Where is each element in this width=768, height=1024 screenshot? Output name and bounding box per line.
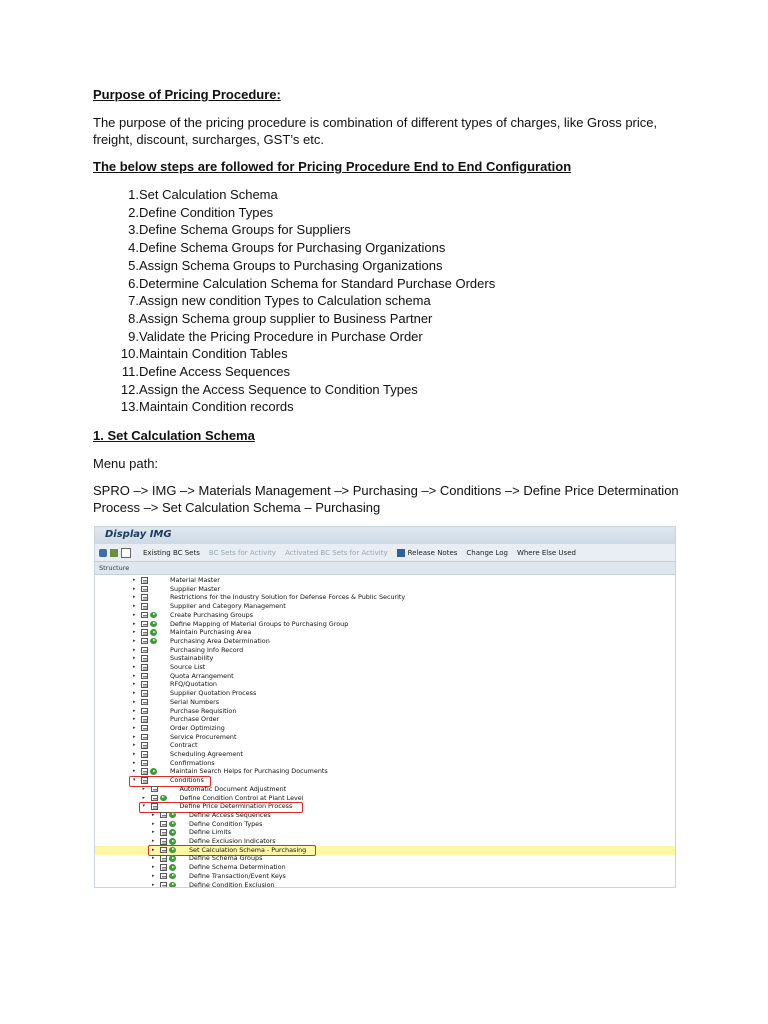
step-number: 1. (128, 187, 139, 202)
step-text: Define Schema Groups for Suppliers (139, 222, 351, 238)
documentation-icon[interactable] (141, 716, 148, 723)
expand-right-icon[interactable]: ▸ (133, 620, 136, 627)
tree-node-label[interactable]: Define Condition Exclusion (189, 880, 275, 888)
documentation-icon[interactable] (141, 734, 148, 741)
step-number: 2. (128, 204, 139, 220)
documentation-icon[interactable] (141, 603, 148, 610)
structure-header: Structure (95, 562, 675, 575)
document-icon[interactable] (121, 548, 131, 558)
purpose-paragraph: The purpose of the pricing procedure is combination of different types of charges, like Gross price, freight, discount, surcharges, GST’s etc. (93, 115, 658, 147)
tree-node-label[interactable]: Define Limits (189, 828, 232, 837)
tree-node[interactable] (95, 750, 675, 759)
execute-icon[interactable] (169, 864, 176, 871)
execute-icon[interactable] (150, 638, 157, 645)
tree-node[interactable] (95, 767, 675, 776)
tree-node-label[interactable]: Serial Numbers (170, 697, 220, 706)
tree-node-label[interactable]: Supplier Master (170, 584, 221, 593)
tree-node[interactable] (95, 785, 675, 794)
tree-node-label[interactable]: Purchasing Area Determination (170, 636, 270, 645)
expand-right-icon[interactable]: ▸ (133, 681, 136, 688)
expand-right-icon[interactable]: ▸ (152, 829, 155, 836)
tree-node[interactable] (95, 707, 675, 716)
documentation-icon[interactable] (160, 821, 167, 828)
step-number: 3. (128, 222, 139, 238)
step-item (93, 257, 683, 275)
step-number: 13. (120, 399, 139, 415)
tree-node[interactable] (95, 620, 675, 629)
expand-right-icon[interactable]: ▸ (152, 846, 155, 853)
tree-node-label[interactable]: Define Schema Determination (189, 863, 286, 872)
heading-purpose: Purpose of Pricing Procedure: (93, 87, 281, 102)
sap-toolbar (95, 544, 675, 562)
expand-right-icon[interactable]: ▸ (133, 637, 136, 644)
execute-icon[interactable] (150, 629, 157, 636)
expand-right-icon[interactable]: ▸ (133, 629, 136, 636)
documentation-icon[interactable] (151, 795, 158, 802)
step-text: Set Calculation Schema (139, 187, 278, 202)
tree-node-label[interactable]: Purchasing Info Record (170, 645, 244, 654)
expand-down-icon[interactable]: ▾ (142, 803, 146, 810)
documentation-icon[interactable] (141, 638, 148, 645)
tree-node-label[interactable]: Contract (170, 741, 198, 750)
step-item (93, 328, 683, 346)
documentation-icon[interactable] (141, 586, 148, 593)
tree-node-label[interactable]: Define Mapping of Material Groups to Purchasing Group (170, 619, 349, 628)
expand-right-icon[interactable]: ▸ (133, 759, 136, 766)
documentation-icon[interactable] (160, 838, 167, 845)
execute-icon[interactable] (150, 612, 157, 619)
tree-node[interactable] (95, 881, 675, 889)
step-text: Determine Calculation Schema for Standard Purchase Orders (139, 275, 496, 291)
expand-right-icon[interactable]: ▸ (152, 811, 155, 818)
expand-right-icon[interactable]: ▸ (142, 794, 146, 801)
execute-icon[interactable] (150, 621, 157, 628)
tree-node[interactable] (95, 811, 675, 820)
expand-right-icon[interactable]: ▸ (152, 872, 155, 879)
tree-node[interactable] (95, 715, 675, 724)
documentation-icon[interactable] (160, 873, 167, 880)
documentation-icon[interactable] (160, 812, 167, 819)
tree-node[interactable] (95, 872, 675, 881)
documentation-icon[interactable] (141, 768, 148, 775)
tree-node-label[interactable]: Order Optimizing (170, 723, 225, 732)
expand-right-icon[interactable]: ▸ (133, 742, 136, 749)
tree-node-label[interactable]: Confirmations (170, 758, 215, 767)
tree-node[interactable] (95, 637, 675, 646)
document-body (93, 86, 683, 516)
step-item (93, 204, 683, 222)
step-item (93, 239, 683, 257)
save-icon[interactable] (110, 549, 118, 557)
tree-node[interactable] (95, 820, 675, 829)
tree-node[interactable] (95, 646, 675, 655)
step-item (93, 292, 683, 310)
documentation-icon[interactable] (151, 786, 158, 793)
execute-icon[interactable] (169, 821, 176, 828)
documentation-icon[interactable] (160, 882, 167, 889)
documentation-icon[interactable] (141, 681, 148, 688)
glasses-icon[interactable] (99, 549, 107, 557)
documentation-icon[interactable] (160, 855, 167, 862)
documentation-icon[interactable] (141, 647, 148, 654)
documentation-icon[interactable] (141, 594, 148, 601)
step-item (93, 363, 683, 381)
tree-node-label[interactable]: Restrictions for the Industry Solution for Defense Forces & Public Security (170, 593, 406, 602)
expand-right-icon[interactable]: ▸ (133, 733, 136, 740)
tree-node-label[interactable]: Quota Arrangement (170, 671, 234, 680)
expand-right-icon[interactable]: ▸ (152, 855, 155, 862)
step-text: Define Schema Groups for Purchasing Organizations (139, 240, 446, 256)
step-number: 11. (121, 364, 139, 380)
tree-node[interactable] (95, 733, 675, 742)
tree-node-label[interactable]: Material Master (170, 576, 220, 584)
expand-right-icon[interactable]: ▸ (152, 881, 155, 888)
expand-right-icon[interactable]: ▸ (133, 611, 136, 618)
tree-node-label[interactable]: Define Price Determination Process (179, 802, 293, 811)
expand-right-icon[interactable]: ▸ (152, 820, 155, 827)
tree-node[interactable] (95, 741, 675, 750)
tree-node[interactable] (95, 689, 675, 698)
execute-icon[interactable] (169, 873, 176, 880)
tree-node[interactable] (95, 828, 675, 837)
documentation-icon[interactable] (141, 725, 148, 732)
documentation-icon[interactable] (141, 760, 148, 767)
tree-node[interactable] (95, 585, 675, 594)
tree-node[interactable] (95, 724, 675, 733)
documentation-icon[interactable] (141, 742, 148, 749)
tree-node-label[interactable]: Maintain Search Helps for Purchasing Documents (170, 767, 328, 776)
expand-right-icon[interactable]: ▸ (133, 585, 136, 592)
tree-node[interactable] (95, 854, 675, 863)
step-text: Maintain Condition records (139, 399, 294, 415)
tree-node[interactable] (95, 794, 675, 803)
step-text: Assign Schema Groups to Purchasing Organizations (139, 257, 443, 273)
execute-icon[interactable] (169, 838, 176, 845)
step-number: 12. (120, 381, 139, 397)
expand-right-icon[interactable]: ▸ (133, 646, 136, 653)
documentation-icon[interactable] (141, 621, 148, 628)
tree-node-label[interactable]: Define Exclusion Indicators (189, 837, 276, 845)
expand-right-icon[interactable]: ▸ (133, 698, 136, 705)
sap-window-title: Display IMG (95, 527, 675, 544)
steps-list (93, 186, 683, 416)
expand-right-icon[interactable]: ▸ (133, 603, 136, 610)
sap-display-img-screenshot (94, 526, 676, 888)
tree-node[interactable] (95, 672, 675, 681)
bc-sets-for-activity-button[interactable]: BC Sets for Activity (208, 548, 277, 557)
tree-node-label[interactable]: Define Schema Groups (189, 854, 263, 863)
tree-node-label[interactable]: Define Transaction/Event Keys (189, 871, 286, 880)
execute-icon[interactable] (160, 795, 167, 802)
step-item (93, 398, 683, 416)
menu-path-label: Menu path: (93, 456, 159, 472)
execute-icon[interactable] (169, 882, 176, 889)
step-number: 10. (120, 346, 139, 362)
expand-right-icon[interactable]: ▸ (133, 577, 136, 583)
tree-node-label[interactable]: Define Access Sequences (189, 810, 271, 819)
expand-right-icon[interactable]: ▸ (133, 672, 136, 679)
tree-node-label[interactable]: Purchase Order (170, 715, 220, 724)
documentation-icon[interactable] (141, 577, 148, 584)
change-log-button[interactable]: Change Log (466, 548, 508, 557)
step-number: 7. (128, 293, 139, 309)
step-number: 4. (128, 240, 139, 256)
expand-right-icon[interactable]: ▸ (133, 655, 136, 662)
step-text: Maintain Condition Tables (139, 346, 288, 362)
step-text: Assign new condition Types to Calculation schema (139, 293, 431, 309)
tree-node-label[interactable]: Set Calculation Schema - Purchasing (189, 845, 307, 854)
step-text: Assign Schema group supplier to Business Partner (139, 310, 433, 326)
info-icon (397, 549, 405, 557)
tree-node-label[interactable]: Automatic Document Adjustment (179, 784, 287, 793)
expand-right-icon[interactable]: ▸ (133, 751, 136, 757)
tree-node[interactable] (95, 628, 675, 637)
tree-node-label[interactable]: Define Condition Control at Plant Level (179, 793, 304, 802)
release-notes-label: Release Notes (407, 548, 458, 557)
execute-icon[interactable] (169, 829, 176, 836)
step-text: Validate the Pricing Procedure in Purchase Order (139, 328, 423, 344)
tree-node-label[interactable]: Service Procurement (170, 732, 237, 741)
expand-right-icon[interactable]: ▸ (133, 690, 136, 697)
where-else-used-button[interactable]: Where Else Used (516, 548, 576, 557)
tree-node-label[interactable]: Conditions (170, 776, 204, 785)
step-item (93, 275, 683, 293)
tree-node-label[interactable]: Purchase Requisition (170, 706, 237, 715)
expand-right-icon[interactable]: ▸ (133, 594, 136, 601)
expand-right-icon[interactable]: ▸ (133, 707, 136, 714)
step-text: Define Access Sequences (139, 364, 291, 380)
tree-node-label[interactable]: Define Condition Types (189, 819, 263, 828)
tree-node[interactable] (95, 698, 675, 707)
tree-node[interactable] (95, 759, 675, 768)
tree-node[interactable] (95, 680, 675, 689)
expand-right-icon[interactable]: ▸ (152, 864, 155, 871)
step-item (93, 221, 683, 239)
step-item (93, 345, 683, 363)
activated-bc-sets-button[interactable]: Activated BC Sets for Activity (285, 548, 388, 557)
documentation-icon[interactable] (160, 864, 167, 871)
step-item (93, 186, 683, 204)
documentation-icon[interactable] (160, 829, 167, 836)
tree-node-label[interactable]: Supplier Quotation Process (170, 689, 257, 698)
tree-node[interactable] (95, 602, 675, 611)
documentation-icon[interactable] (141, 690, 148, 697)
expand-down-icon[interactable]: ▾ (133, 777, 136, 784)
step-text: Define Condition Types (139, 204, 274, 220)
step-text: Assign the Access Sequence to Condition Types (139, 381, 418, 397)
execute-icon[interactable] (169, 855, 176, 862)
step-item (93, 310, 683, 328)
step-item (93, 381, 683, 399)
documentation-icon[interactable] (141, 673, 148, 680)
expand-right-icon[interactable]: ▸ (133, 664, 136, 670)
tree-node-label[interactable]: Sustainability (170, 654, 214, 663)
tree-node[interactable] (95, 663, 675, 672)
tree-node-label[interactable]: Scheduling Agreement (170, 750, 243, 758)
execute-icon[interactable] (150, 768, 157, 775)
documentation-icon[interactable] (141, 664, 148, 671)
tree-node-label[interactable]: Maintain Purchasing Area (170, 628, 252, 637)
section1-heading: 1. Set Calculation Schema (93, 428, 255, 444)
tree-node-label[interactable]: RFQ/Quotation (170, 680, 217, 689)
documentation-icon[interactable] (141, 708, 148, 715)
documentation-icon[interactable] (141, 612, 148, 619)
step-number: 8. (128, 310, 139, 326)
heading-steps: The below steps are followed for Pricing Procedure End to End Configuration (93, 159, 572, 174)
expand-right-icon[interactable]: ▸ (133, 768, 136, 775)
existing-bc-sets-button[interactable]: Existing BC Sets (143, 548, 200, 557)
tree-node-label[interactable]: Supplier and Category Management (170, 602, 286, 611)
tree-node-label[interactable]: Source List (170, 663, 206, 671)
documentation-icon[interactable] (141, 629, 148, 636)
expand-right-icon[interactable]: ▸ (152, 838, 155, 844)
documentation-icon[interactable] (141, 655, 148, 662)
step-number: 9. (128, 328, 139, 344)
menu-path-text: SPRO –> IMG –> Materials Management –> Purchasing –> Conditions –> Define Price Determination Process –> Set Calculation Schema – Purchasing (93, 483, 679, 516)
toolbar-icons[interactable] (99, 548, 134, 558)
step-number: 6. (128, 275, 139, 291)
tree-node[interactable] (95, 654, 675, 663)
expand-right-icon[interactable]: ▸ (133, 724, 136, 731)
step-number: 5. (128, 257, 139, 273)
execute-icon[interactable] (169, 812, 176, 819)
documentation-icon[interactable] (141, 699, 148, 706)
tree-node[interactable] (95, 611, 675, 620)
tree-node[interactable] (95, 576, 675, 585)
tree-node-label[interactable]: Create Purchasing Groups (170, 610, 254, 619)
tree-node[interactable] (95, 863, 675, 872)
release-notes-button[interactable] (397, 549, 458, 557)
tree-node[interactable] (95, 593, 675, 602)
documentation-icon[interactable] (141, 751, 148, 758)
expand-right-icon[interactable]: ▸ (142, 785, 146, 792)
expand-right-icon[interactable]: ▸ (133, 716, 136, 723)
